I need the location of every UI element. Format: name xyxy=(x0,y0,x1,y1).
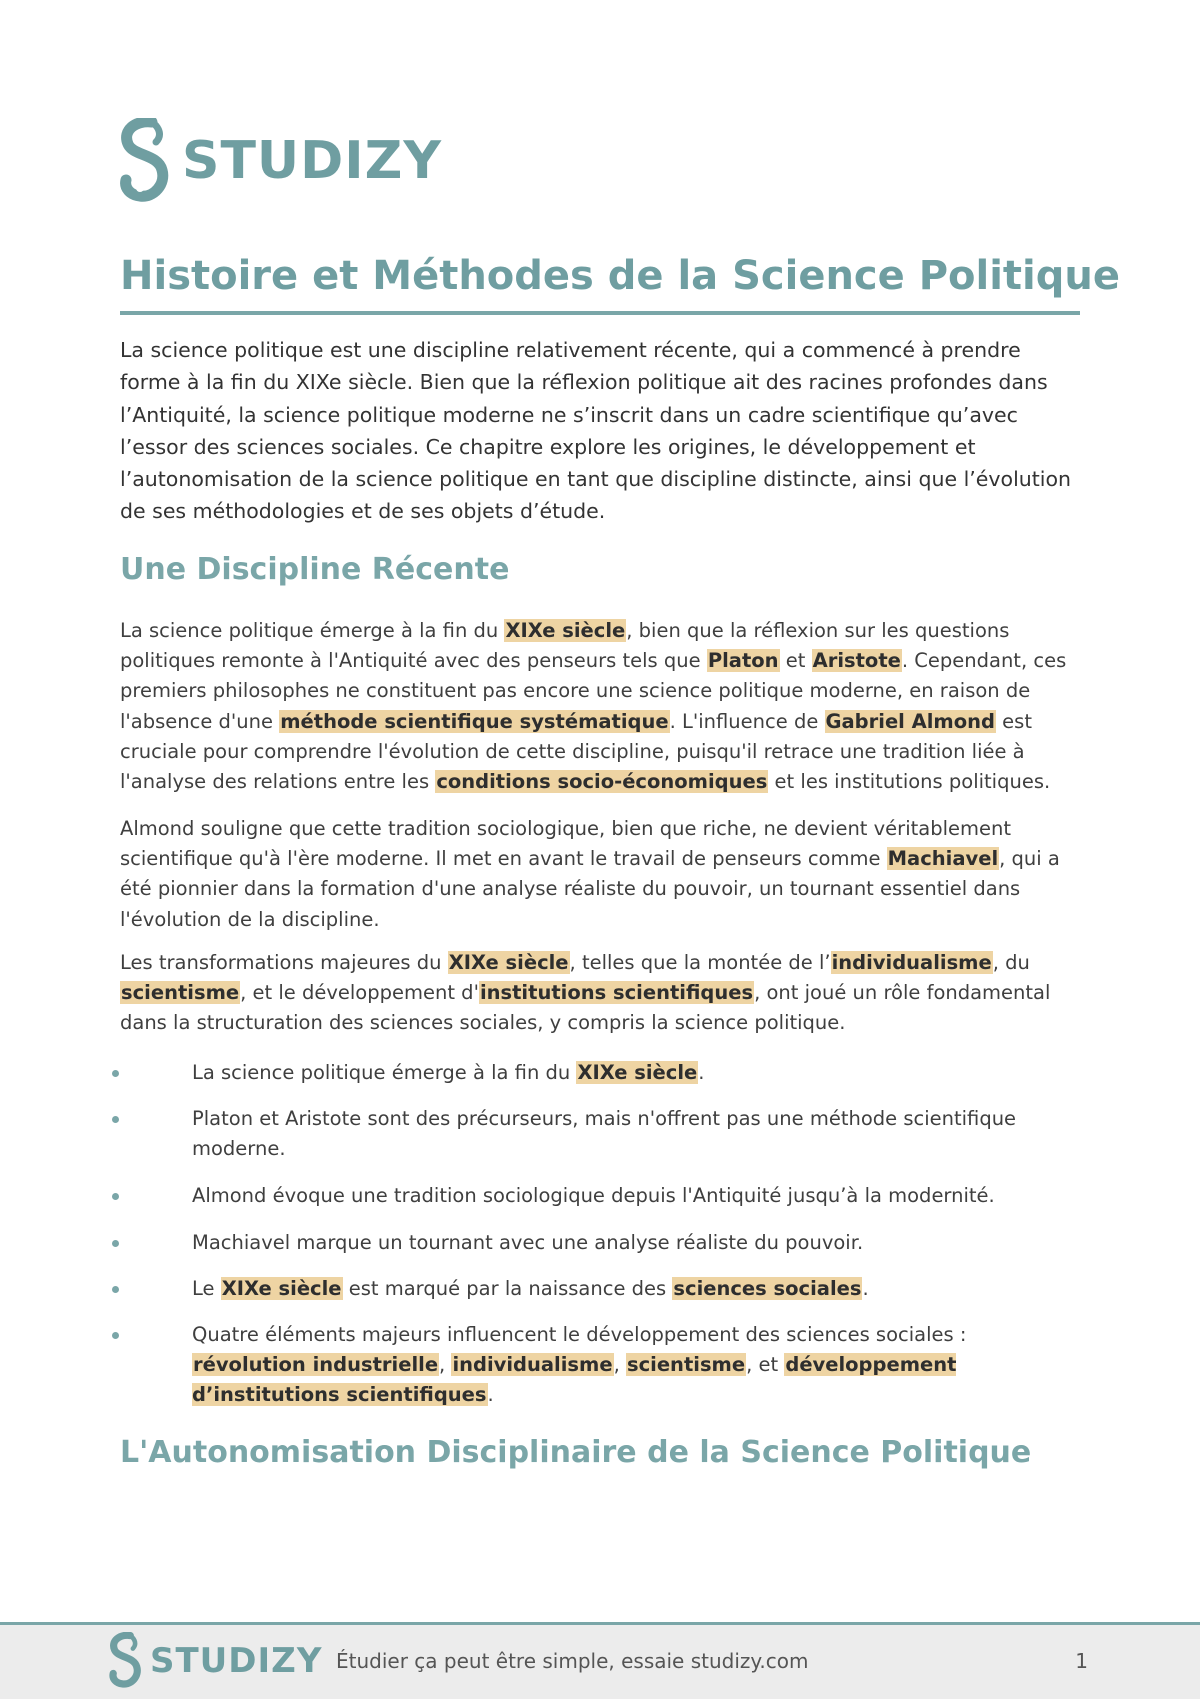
highlight: scientisme xyxy=(121,981,240,1005)
page-title: Histoire et Méthodes de la Science Politique xyxy=(120,253,1120,299)
footer-logo xyxy=(108,1632,322,1690)
highlight: institutions scientifiques xyxy=(479,981,754,1005)
bullet-dot-icon xyxy=(112,1286,119,1293)
bullet-dot-icon xyxy=(112,1240,119,1247)
highlight: Aristote xyxy=(812,649,901,673)
paragraph-1: La science politique émerge à la fin du XIXe siècle, bien que la réflexion sur les questions politiques remonte à l'Antiquité avec des penseurs tels que Platon et Aristote. Cependant, ces premiers philosophes ne constituent pas encore une science politique moderne, en raison de l'absence d'une méthode scientifique systématique. L'influence de Gabriel Almond est cruciale pour comprendre l'évolution de cette discipline, puisqu'il retrace une tradition liée à l'analyse des relations entre les conditions socio-économiques et les institutions politiques. xyxy=(120,619,1067,794)
header-logo xyxy=(118,118,442,204)
bullet-dot-icon xyxy=(112,1116,119,1123)
highlight: individualisme xyxy=(452,1353,613,1377)
list-item: Machiavel marque un tournant avec une analyse réaliste du pouvoir. xyxy=(192,1228,1072,1258)
page-number: 1 xyxy=(1075,1649,1088,1673)
brand-name: STUDIZY xyxy=(182,131,443,191)
highlight: conditions socio-économiques xyxy=(436,770,768,794)
highlight: développement d’institutions scientifiques xyxy=(192,1353,957,1407)
list-item: La science politique émerge à la fin du XIXe siècle. xyxy=(192,1058,1072,1088)
studizy-s-logo-icon xyxy=(108,1632,142,1690)
highlight: méthode scientifique systématique xyxy=(280,709,669,733)
highlight: scientisme xyxy=(626,1353,746,1377)
section-heading-discipline-recente: Une Discipline Récente xyxy=(120,552,510,587)
highlight: Machiavel xyxy=(887,847,999,871)
title-divider xyxy=(120,311,1080,315)
list-item: Platon et Aristote sont des précurseurs, mais n'offrent pas une méthode scientifique moderne. xyxy=(192,1104,1072,1164)
list-item: Almond évoque une tradition sociologique depuis l'Antiquité jusqu’à la modernité. xyxy=(192,1181,1072,1211)
list-item: Le XIXe siècle est marqué par la naissance des sciences sociales. xyxy=(192,1274,1072,1304)
footer-tagline[interactable]: Étudier ça peut être simple, essaie studizy.com xyxy=(336,1649,809,1673)
highlight: XIXe siècle xyxy=(448,951,569,974)
studizy-s-logo-icon xyxy=(118,118,170,204)
bullet-dot-icon xyxy=(112,1070,119,1077)
highlight: XIXe siècle xyxy=(505,619,626,642)
list-item: Quatre éléments majeurs influencent le développement des sciences sociales : révolution industrielle, individualisme, scientisme, et développement d’institutions scientifiques. xyxy=(192,1320,1072,1411)
highlight: XIXe siècle xyxy=(221,1277,342,1300)
highlight: Gabriel Almond xyxy=(825,709,995,733)
intro-paragraph: La science politique est une discipline relativement récente, qui a commencé à prendre forme à la fin du XIXe siècle. Bien que la réflexion politique ait des racines profondes dans l’Antiquité, la science politique moderne ne s’inscrit dans un cadre scientifique qu’avec l’essor des sciences sociales. Ce chapitre explore les origines, le développement et l’autonomisation de la science politique en tant que discipline distincte, ainsi que l’évolution de ses méthodologies et de ses objets d’étude. xyxy=(120,338,1072,524)
bullet-dot-icon xyxy=(112,1193,119,1200)
paragraph-2: Almond souligne que cette tradition sociologique, bien que riche, ne devient véritablement scientifique qu'à l'ère moderne. Il met en avant le travail de penseurs comme Machiavel, qui a été pionnier dans la formation d'une analyse réaliste du pouvoir, un tournant essentiel dans l'évolution de la discipline. xyxy=(120,817,1060,931)
highlight: individualisme xyxy=(831,951,992,974)
highlight: XIXe siècle xyxy=(577,1061,698,1084)
section-heading-autonomisation: L'Autonomisation Disciplinaire de la Science Politique xyxy=(120,1435,1032,1470)
brand-name: STUDIZY xyxy=(150,1641,323,1681)
page-footer xyxy=(0,1622,1200,1699)
bullet-dot-icon xyxy=(112,1332,119,1339)
highlight: Platon xyxy=(707,649,779,673)
paragraph-3: Les transformations majeures du XIXe siècle, telles que la montée de l’individualisme, du scientisme, et le développement d'institutions scientifiques, ont joué un rôle fondamental dans la structuration des sciences sociales, y compris la science politique. xyxy=(120,951,1051,1035)
highlight: sciences sociales xyxy=(673,1277,862,1300)
highlight: révolution industrielle xyxy=(193,1353,439,1377)
